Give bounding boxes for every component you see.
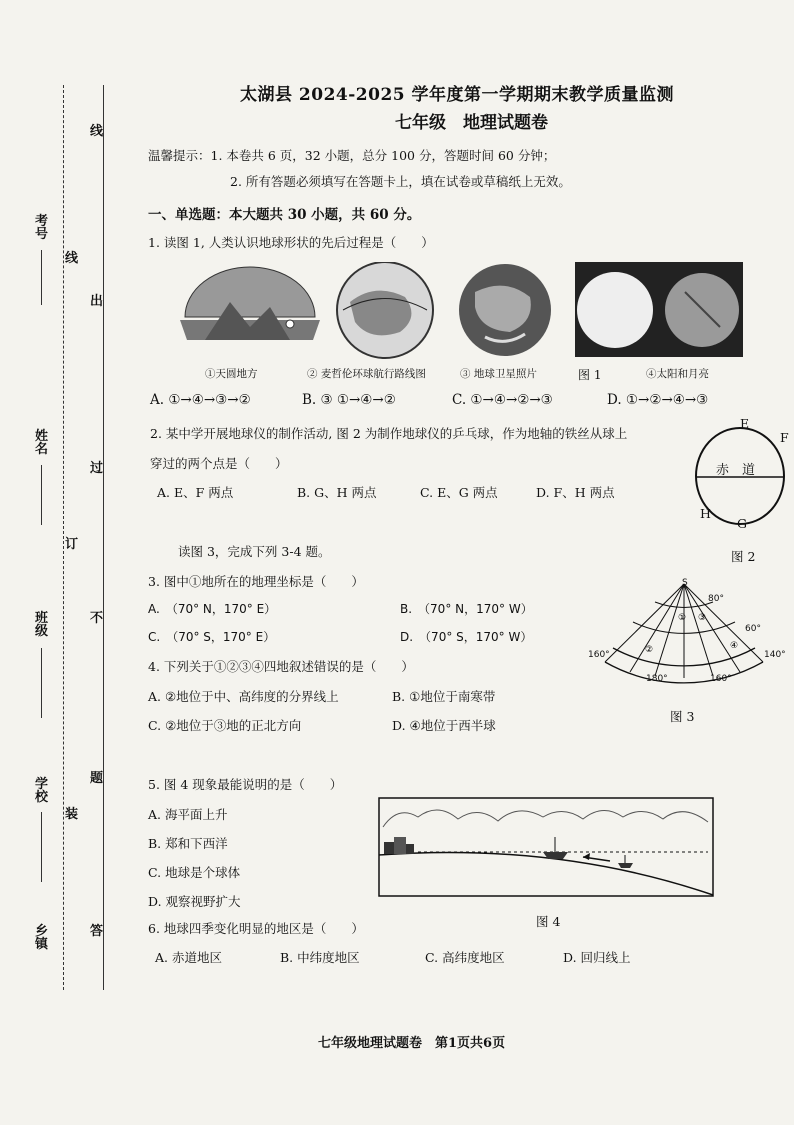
q5-option-d: D. 观察视野扩大 xyxy=(148,894,241,909)
fig2-caption: 图 2 xyxy=(731,549,756,564)
q6-option-d: D. 回归线上 xyxy=(563,950,631,965)
q6-option-c: C. 高纬度地区 xyxy=(425,950,505,965)
figure-1 xyxy=(175,262,745,362)
binding-char-9: 答 xyxy=(90,924,104,939)
town-label: 乡镇 xyxy=(35,924,49,952)
fig2-label-e: E xyxy=(740,416,750,431)
q5-stem: 5. 图 4 现象最能说明的是（ ） xyxy=(148,777,343,792)
fig1-caption-1: ①天圆地方 xyxy=(205,368,258,380)
q6-option-b: B. 中纬度地区 xyxy=(280,950,360,965)
class-label: 班级 xyxy=(35,611,49,639)
q3-option-d: D. （70° S，170° W） xyxy=(400,630,533,644)
earth-photo-image xyxy=(459,264,551,356)
exam-title: 太湖县 2024-2025 学年度第一学期期末教学质量监测 xyxy=(240,85,675,105)
binding-char-7: 题 xyxy=(90,771,104,786)
q4-option-a: A. ②地位于中、高纬度的分界线上 xyxy=(148,689,339,704)
fig2-label-f: F xyxy=(780,430,789,445)
read-figure-3: 读图 3，完成下列 3-4 题。 xyxy=(178,544,331,559)
school-field xyxy=(41,812,42,882)
school-label: 学校 xyxy=(35,777,49,805)
fig3-label-180: 180° xyxy=(646,674,668,684)
heaven-dome-image xyxy=(180,267,320,340)
fig2-equator: 赤 道 xyxy=(716,463,756,478)
binding-char-2: 线 xyxy=(65,251,79,266)
q2-option-d: D. F、H 两点 xyxy=(536,485,615,500)
q1-stem: 1. 读图 1, 人类认识地球形状的先后过程是（ ） xyxy=(148,235,434,250)
binding-solid-line xyxy=(103,85,104,990)
fig4-caption: 图 4 xyxy=(536,914,561,929)
q6-option-a: A. 赤道地区 xyxy=(155,950,222,965)
class-field xyxy=(41,648,42,718)
fig2-label-g: G xyxy=(737,516,747,531)
q1-option-a: A. ①→④→③→② xyxy=(150,392,251,408)
q1-option-d: D. ①→②→④→③ xyxy=(607,392,709,408)
tips-line-2: 2. 所有答题必须填写在答题卡上，填在试卷或草稿纸上无效。 xyxy=(230,174,571,189)
svg-text:②: ② xyxy=(645,645,654,655)
fig1-caption-4: ④太阳和月亮 xyxy=(646,368,709,380)
q5-option-b: B. 郑和下西洋 xyxy=(148,836,228,851)
q3-option-a: A. （70° N，170° E） xyxy=(148,602,277,616)
fig1-caption-3: ③ 地球卫星照片 xyxy=(460,368,537,380)
binding-char-1: 线 xyxy=(90,124,104,139)
exam-subtitle: 七年级 地理试题卷 xyxy=(395,113,548,133)
q3-option-b: B. （70° N，170° W） xyxy=(400,602,533,616)
q3-stem: 3. 图中①地所在的地理坐标是（ ） xyxy=(148,574,364,589)
q2-stem-2: 穿过的两个点是（ ） xyxy=(150,456,288,471)
tips-line-1: 温馨提示：1. 本卷共 6 页，32 小题，总分 100 分，答题时间 60 分钟； xyxy=(148,148,556,163)
q5-option-c: C. 地球是个球体 xyxy=(148,865,241,880)
q4-stem: 4. 下列关于①②③④四地叙述错误的是（ ） xyxy=(148,659,414,674)
fig1-caption-figure: 图 1 xyxy=(578,368,602,382)
q1-option-c: C. ①→④→②→③ xyxy=(452,392,553,408)
name-field xyxy=(41,465,42,525)
binding-dashed-line xyxy=(63,85,64,990)
fig3-label-80: 80° xyxy=(708,594,724,604)
figure-4-ship-horizon xyxy=(378,797,714,897)
q3-option-c: C. （70° S，170° E） xyxy=(148,630,276,644)
binding-char-4: 过 xyxy=(90,461,104,476)
q6-stem: 6. 地球四季变化明显的地区是（ ） xyxy=(148,921,364,936)
fig3-label-60: 60° xyxy=(745,624,761,634)
exam-number-label: 考号 xyxy=(35,214,49,242)
fig3-label-160-right: 160° xyxy=(710,674,732,684)
q2-option-b: B. G、H 两点 xyxy=(297,485,377,500)
exam-number-field xyxy=(41,250,42,305)
name-label: 姓名 xyxy=(35,429,49,457)
q2-option-c: C. E、G 两点 xyxy=(420,485,498,500)
svg-text:③: ③ xyxy=(698,613,707,623)
sun-moon-image xyxy=(575,262,743,357)
q2-option-a: A. E、F 两点 xyxy=(157,485,234,500)
fig3-label-140: 140° xyxy=(764,650,786,660)
binding-char-6: 不 xyxy=(90,611,104,626)
section-heading: 一、单选题：本大题共 30 小题，共 60 分。 xyxy=(148,207,421,223)
binding-char-5: 订 xyxy=(65,537,79,552)
q4-option-d: D. ④地位于西半球 xyxy=(392,718,496,733)
fig3-caption: 图 3 xyxy=(670,709,695,724)
q5-option-a: A. 海平面上升 xyxy=(148,807,228,822)
q4-option-b: B. ①地位于南寒带 xyxy=(392,689,496,704)
fig3-label-160-left: 160° xyxy=(588,650,610,660)
fig3-label-s: S xyxy=(682,578,688,588)
fig2-label-h: H xyxy=(700,506,711,521)
svg-text:①: ① xyxy=(678,613,687,623)
binding-char-3: 出 xyxy=(90,294,104,309)
q1-option-b: B. ③ ①→④→② xyxy=(302,392,396,408)
magellan-route-image xyxy=(337,262,433,358)
q2-stem-1: 2. 某中学开展地球仪的制作活动, 图 2 为制作地球仪的乒乓球，作为地轴的铁丝从球上 xyxy=(150,426,628,441)
fig1-caption-2: ② 麦哲伦环球航行路线图 xyxy=(307,368,426,380)
page-footer: 七年级地理试题卷 第1页共6页 xyxy=(318,1036,506,1051)
svg-text:④: ④ xyxy=(730,641,739,651)
q4-option-c: C. ②地位于③地的正北方向 xyxy=(148,718,302,733)
binding-char-8: 装 xyxy=(65,807,79,822)
